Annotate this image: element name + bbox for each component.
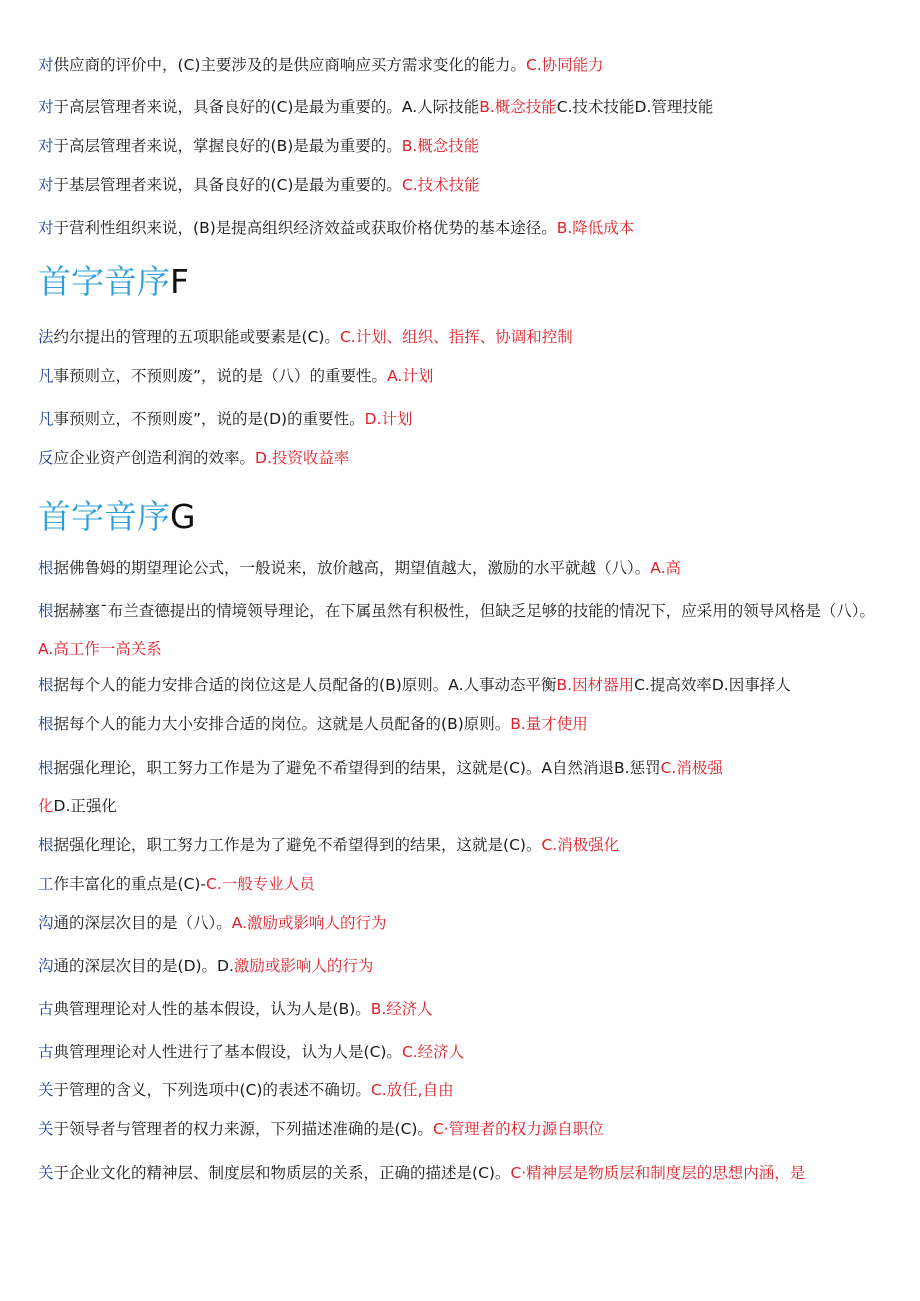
question-line: 凡事预则立，不预则废”，说的是(D)的重要性。D.计划 (38, 410, 413, 428)
question-line: 根据每个人的能力大小安排合适的岗位。这就是人员配备的(B)原则。B.量才使用 (38, 715, 588, 733)
question-line: 对于营利性组织来说，(B)是提高组织经济效益或获取价格优势的基本途径。B.降低成本 (38, 219, 635, 237)
question-line: 反应企业资产创造利润的效率。D.投资收益率 (38, 449, 350, 467)
question-line: 古典管理理论对人性进行了基本假设，认为人是(C)。C.经济人 (38, 1043, 465, 1061)
question-line: 沟通的深层次目的是(D)。D.激励或影响人的行为 (38, 957, 374, 975)
question-line: 根据佛鲁姆的期望理论公式，一般说来，放价越高，期望值越大，激励的水平就越（八）。A.高 (38, 559, 682, 577)
question-line: 根据赫塞¯布兰查德提出的情境领导理论，在下属虽然有积极性，但缺乏足够的技能的情况下，应采用的领导风格是（八）。A.高工作一高关系 (38, 602, 876, 658)
question-line: 根据每个人的能力安排合适的岗位这是人员配备的(B)原则。A.人事动态平衡B.因材器用C.提高效率D.因事择人 (38, 676, 791, 694)
question-line: 关于领导者与管理者的权力来源，下列描述准确的是(C)。C·管理者的权力源自职位 (38, 1120, 604, 1138)
question-line-continuation: 化D.正强化 (38, 797, 117, 815)
question-line: 对于基层管理者来说，具备良好的(C)是最为重要的。C.技术技能 (38, 176, 480, 194)
question-line: 根据强化理论，职工努力工作是为了避免不希望得到的结果，这就是(C)。C.消极强化 (38, 836, 620, 854)
question-line: 工作丰富化的重点是(C)-C.一般专业人员 (38, 875, 315, 893)
question-line: 凡事预则立，不预则废”，说的是（八）的重要性。A.计划 (38, 367, 434, 385)
question-line: 关于企业文化的精神层、制度层和物质层的关系，正确的描述是(C)。C·精神层是物质层和制度层的思想内涵，是 (38, 1164, 806, 1182)
section-heading: 首字音序G (38, 497, 196, 536)
question-line: 法约尔提出的管理的五项职能或要素是(C)。C.计划、组织、指挥、协调和控制 (38, 328, 573, 346)
question-line: 沟通的深层次目的是（八）。A.激励或影响人的行为 (38, 914, 387, 932)
section-heading: 首字音序F (38, 262, 189, 301)
question-line: 对供应商的评价中，(C)主要涉及的是供应商响应买方需求变化的能力。C.协同能力 (38, 56, 604, 74)
question-line: 古典管理理论对人性的基本假设，认为人是(B)。B.经济人 (38, 1000, 433, 1018)
question-line: 对于高层管理者来说，具备良好的(C)是最为重要的。A.人际技能B.概念技能C.技术技能D.管理技能 (38, 98, 714, 116)
question-line: 关于管理的含义，下列选项中(C)的表述不确切。C.放任,自由 (38, 1081, 454, 1099)
question-line: 根据强化理论，职工努力工作是为了避免不希望得到的结果，这就是(C)。A自然消退B.惩罚C.消极强 (38, 759, 723, 777)
question-line: 对于高层管理者来说，掌握良好的(B)是最为重要的。B.概念技能 (38, 137, 480, 155)
